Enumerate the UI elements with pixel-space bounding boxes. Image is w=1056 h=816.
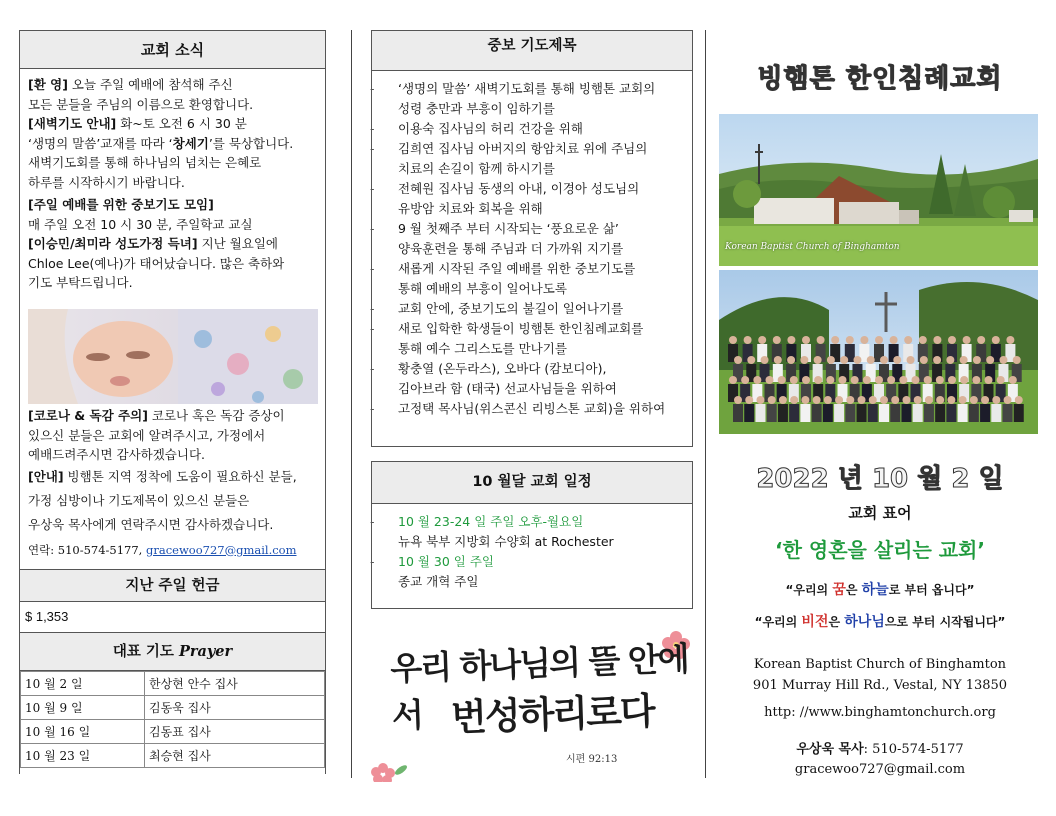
intercession-line: 양육훈련을 통해 주님과 더 가까워 지기를 (398, 241, 624, 256)
column-divider-1 (351, 30, 352, 778)
welcome-text-2: 모든 분들을 주님의 이름으로 환영합니다. (28, 96, 254, 112)
schedule-title: 10 월달 교회 일정 (372, 462, 692, 504)
date-year-unit: 년 (828, 464, 872, 494)
intercession-line: - ‘생명의 말씀’ 새벽기도회를 통해 빙햄톤 교회의 (372, 79, 692, 99)
church-news-body-2 (28, 406, 317, 563)
dream-slogan (720, 579, 1040, 599)
intercession-line: 유방암 치료와 회복을 위해 (398, 201, 543, 216)
address-street: 901 Murray Hill Rd., Vestal, NY 13850 (752, 678, 1008, 693)
vision-e: 으로 부터 시작됩니다” (884, 615, 1006, 629)
prayer-date: 10 월 2 일 (21, 672, 145, 696)
offering-amount: $ 1,353 (25, 609, 69, 624)
intercession-line: - 9 월 첫째주 부터 시작되는 ‘풍요로운 삶’ (372, 219, 692, 239)
dawn-text-4: 하루를 시작하시기 바랍니다. (28, 174, 185, 190)
dawn-prayer-tag: [새벽기도 안내] (28, 116, 117, 131)
prayer-row (21, 696, 325, 720)
prayer-date: 10 월 9 일 (21, 696, 145, 720)
intercession-meeting-tag: [주일 예배를 위한 중보기도 모임] (28, 197, 214, 212)
dawn-text-c: ’를 묵상합니다. (208, 135, 294, 151)
vision-slogan (720, 611, 1040, 631)
pastor-name: 우상욱 목사 (796, 742, 864, 757)
intercession-line: 치료의 손길이 함께 하시기를 (398, 161, 555, 176)
representative-prayer-section (19, 632, 326, 774)
intercession-line: 김아브라 함 (태국) 선교사님들을 위하여 (398, 381, 617, 396)
calligraphy-reference: 시편 92:13 (566, 754, 618, 765)
vision-d: 하나님 (844, 614, 885, 630)
prayer-date: 10 월 16 일 (21, 720, 145, 744)
dream-c: 은 (845, 583, 862, 597)
covid-text-3: 예배드려주시면 감사하겠습니다. (28, 447, 205, 462)
dream-d: 하늘 (861, 582, 889, 598)
calligraphy-line-2: 번성하리로다 (450, 688, 655, 740)
welcome-tag: [환 영] (28, 77, 68, 92)
schedule-item-2-desc: 종교 개혁 주일 (398, 574, 479, 589)
prayer-leader: 김동표 집사 (145, 720, 325, 744)
contact-email-link[interactable]: gracewoo727@gmail.com (146, 542, 297, 557)
intercession-line: 통해 예배의 부흥이 일어나도록 (398, 281, 567, 296)
vision-c: 은 (828, 615, 845, 629)
intercession-section (371, 30, 693, 447)
baby-photo (28, 309, 318, 404)
church-motto: ‘한 영혼을 살리는 교회’ (775, 538, 985, 562)
pastor-phone: : 510-574-5177 (863, 742, 964, 757)
welcome-text: 오늘 주일 예배에 참석해 주신 (67, 77, 233, 92)
schedule-list (372, 504, 692, 592)
prayer-leader: 최승현 집사 (145, 744, 325, 768)
calligraphy-line-1: 우리 하나님의 뜰 안에서 (389, 638, 689, 736)
intercession-line: - 교회 안에, 중보기도의 불길이 일어나기를 (372, 299, 692, 319)
guide-text-2: 가정 심방이나 기도제목이 있으신 분들은 (28, 492, 250, 508)
offering-title: 지난 주일 헌금 (20, 570, 325, 602)
church-address (720, 654, 1040, 696)
prayer-title-ko: 대표 기도 (112, 644, 179, 660)
prayer-title-en: Prayer (178, 643, 233, 660)
church-name-heading: 빙햄톤 한인침례교회 (757, 64, 1003, 94)
prayer-leader: 김동욱 집사 (145, 696, 325, 720)
prayer-leader: 한상현 안수 집사 (145, 672, 325, 696)
birth-news-tag: [이승민/최미라 성도가정 득녀] (28, 236, 198, 251)
vision-a: “우리의 (754, 615, 802, 629)
dawn-book: 창세기 (172, 135, 209, 151)
birth-text-3: 기도 부탁드립니다. (28, 275, 133, 290)
prayer-schedule-table (20, 671, 325, 768)
schedule-item-2-date (372, 552, 692, 572)
date-month: 10 (871, 464, 909, 494)
intercession-meeting-time: 매 주일 오전 10 시 30 분, 주일학교 교실 (28, 216, 253, 232)
motto-label: 교회 표어 (848, 504, 912, 522)
prayer-title (20, 633, 325, 671)
covid-text-2: 있으신 분들은 교회에 알려주시고, 가정에서 (28, 427, 266, 443)
schedule-date-1: 10 월 23-24 일 주일 오후-월요일 (398, 514, 584, 529)
church-photo-caption: Korean Baptist Church of Binghamton (725, 242, 900, 252)
guide-text-3: 우상욱 목사에게 연락주시면 감사하겠습니다. (28, 516, 274, 532)
offering-section (19, 569, 326, 633)
birth-text-1: 지난 월요일에 (197, 236, 279, 251)
intercession-line: 통해 예수 그리스도를 만나기를 (398, 341, 567, 356)
pastor-email[interactable]: gracewoo727@gmail.com (794, 762, 966, 777)
date-year: 2022 (756, 464, 829, 494)
dawn-text-3: 새벽기도회를 통해 하나님의 넘치는 은혜로 (28, 155, 262, 170)
schedule-date-2: 10 월 30 일 주일 (398, 554, 495, 569)
date-month-unit: 월 (908, 464, 952, 494)
intercession-line: - 새롭게 시작된 주일 예배를 위한 중보기도를 (372, 259, 692, 279)
date-day-unit: 일 (969, 464, 1004, 494)
covid-tag: [코로나 & 독감 주의] (28, 408, 148, 423)
church-news-section (19, 30, 326, 570)
schedule-item-1-date (372, 512, 692, 532)
intercession-line: 성령 충만과 부흥이 임하기를 (398, 101, 555, 116)
prayer-row (21, 672, 325, 696)
intercession-line: - 고정택 목사님(위스콘신 리빙스톤 교회)을 위하여 (372, 399, 692, 419)
church-news-title: 교회 소식 (20, 31, 325, 69)
intercession-list (372, 71, 692, 419)
church-news-body (20, 69, 325, 293)
pastor-contact (720, 740, 1040, 780)
intercession-line: - 새로 입학한 학생들이 빙햄톤 한인침례교회를 (372, 319, 692, 339)
address-church-name: Korean Baptist Church of Binghamton (753, 657, 1007, 672)
dawn-prayer-time: 화~토 오전 6 시 30 분 (116, 116, 247, 131)
dream-b: 꿈 (832, 582, 846, 598)
intercession-line: - 김희연 집사님 아버지의 항암치료 위에 주님의 (372, 139, 692, 159)
dream-e: 로 부터 옵니다” (888, 583, 975, 597)
covid-text-1: 코로나 혹은 독감 증상이 (147, 408, 285, 423)
congregation-group-photo (719, 270, 1038, 434)
prayer-row (21, 720, 325, 744)
intercession-line: - 황충열 (온두라스), 오바다 (캄보디아), (372, 359, 692, 379)
calligraphy-art (371, 622, 693, 782)
date-day: 2 (951, 464, 970, 494)
birth-text-2: Chloe Lee(예나)가 태어났습니다. 많은 축하와 (28, 255, 285, 271)
prayer-date: 10 월 23 일 (21, 744, 145, 768)
guide-tag: [안내] (28, 468, 64, 484)
intercession-title: 중보 기도제목 (372, 31, 692, 71)
intercession-line: - 전혜원 집사님 동생의 아내, 이경아 성도님의 (372, 179, 692, 199)
schedule-section (371, 461, 693, 609)
bulletin-date (720, 458, 1040, 495)
church-building-photo (719, 114, 1038, 266)
column-divider-2 (705, 30, 706, 778)
dawn-text-a: ‘생명의 말씀’교재를 따라 ‘ (28, 135, 173, 151)
schedule-item-1-desc: 뉴욕 북부 지방회 수양회 at Rochester (398, 534, 614, 549)
prayer-row (21, 744, 325, 768)
vision-b: 비전 (801, 614, 829, 630)
guide-text-1: 빙햄톤 지역 정착에 도움이 필요하신 분들, (63, 468, 297, 484)
website-link[interactable]: http: //www.binghamtonchurch.org (764, 705, 996, 720)
contact-label: 연락: 510-574-5177, (28, 542, 146, 557)
dream-a: “우리의 (785, 583, 833, 597)
intercession-line: - 이용숙 집사님의 허리 건강을 위해 (372, 119, 692, 139)
